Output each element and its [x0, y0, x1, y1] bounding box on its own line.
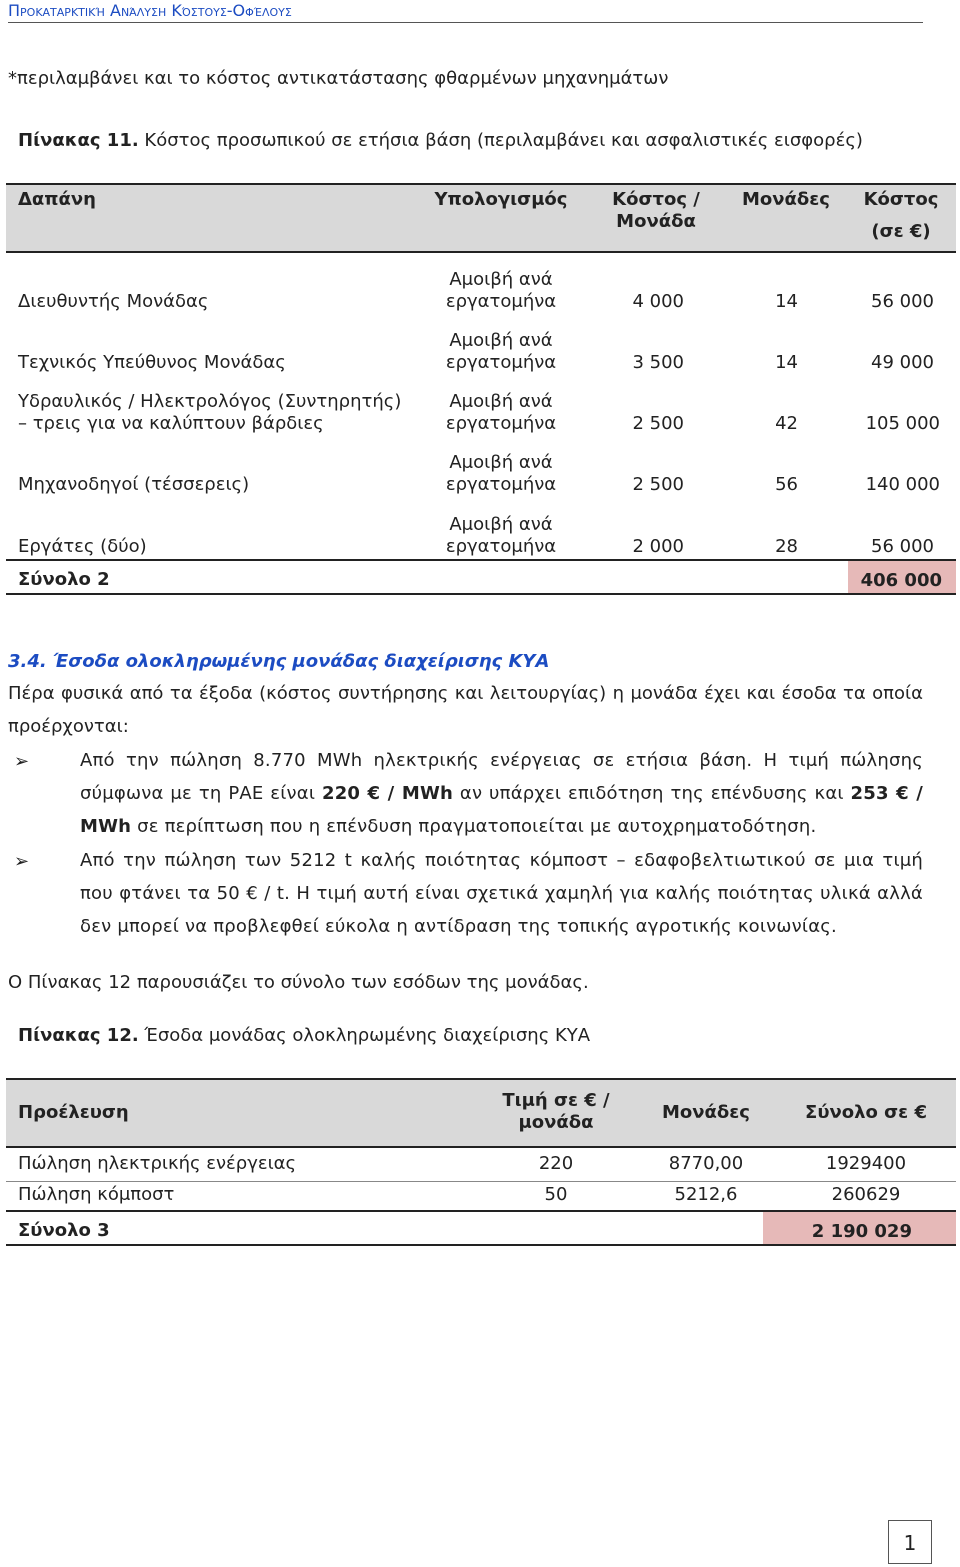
- row-calc-line1: Αμοιβή ανά: [449, 269, 553, 290]
- row-calc-line1: Αμοιβή ανά: [449, 330, 553, 351]
- header-calculation: Υπολογισμός: [434, 189, 568, 210]
- bullet1-price-self: 253 € / MWh: [80, 783, 923, 837]
- total-label: Σύνολο 2: [18, 569, 110, 590]
- row-units: 28: [775, 536, 798, 557]
- header-cost-1: Κόστος: [863, 189, 939, 210]
- header-cost-2: (σε €): [871, 221, 931, 242]
- row-unit-cost: 2 000: [632, 536, 684, 557]
- bullet1-price-subsidy: 220 € / MWh: [321, 783, 454, 804]
- header-units: Μονάδες: [662, 1102, 750, 1123]
- header-price-2: μονάδα: [518, 1112, 594, 1133]
- row-calc-line2: εργατομήνα: [445, 352, 557, 373]
- row-calc-line2: εργατομήνα: [445, 291, 557, 312]
- table-row: [6, 514, 956, 558]
- row-cost: 56 000: [871, 536, 934, 557]
- header-units: Μονάδες: [742, 189, 830, 210]
- table-row: [6, 391, 956, 451]
- table11-caption-text: Κόστος προσωπικού σε ετήσια βάση (περιλαμβάνει και ασφαλιστικές εισφορές): [138, 130, 863, 151]
- row-origin: Πώληση ηλεκτρικής ενέργειας: [18, 1153, 297, 1174]
- bullet1-text-1: Από την πώληση 8.770 MWh ηλεκτρικής ενέργειας σε ετήσια βάση. Η τιμή πώλησης σύμφωνα με τη ΡΑΕ είναι: [80, 750, 923, 804]
- row-calc-line1: Αμοιβή ανά: [449, 514, 553, 535]
- table12-header: [6, 1078, 956, 1148]
- row-label-line2: Εργάτες (δύο): [18, 536, 147, 557]
- total-value: 406 000: [848, 561, 956, 593]
- row-calc-line1: Αμοιβή ανά: [449, 391, 553, 412]
- row-calc-line1: Αμοιβή ανά: [449, 452, 553, 473]
- row-total: 1929400: [825, 1153, 907, 1174]
- table12-caption-number: Πίνακας 12.: [18, 1025, 139, 1046]
- section-heading: 3.4. Έσοδα ολοκληρωμένης μονάδας διαχείρισης ΚΥΑ: [8, 651, 550, 672]
- page-number: 1: [888, 1520, 932, 1564]
- bullet-compost: Από την πώληση των 5212 t καλής ποιότητας κόμποστ – εδαφοβελτιωτικού σε μια τιμή που φτάνει τα 50 € / t. Η τιμή αυτή είναι σχετικά χαμηλή για καλής ποιότητας υλικά αλλά δεν μπορεί να προβλεφθεί εύκολα η αντίδραση της τοπικής αγροτικής κοινωνίας.: [80, 850, 923, 937]
- row-label-line2: Μηχανοδηγοί (τέσσερεις): [18, 474, 250, 495]
- row-units: 14: [775, 352, 798, 373]
- row-units: 14: [775, 291, 798, 312]
- page-header-title: Προκαταρκτική Ανάλυση Κόστους-Οφέλους: [8, 1, 292, 20]
- row-unit-cost: 4 000: [632, 291, 684, 312]
- row-cost: 105 000: [865, 413, 940, 434]
- row-units: 42: [775, 413, 798, 434]
- row-cost: 140 000: [865, 474, 940, 495]
- row-unit-cost: 2 500: [632, 413, 684, 434]
- row-price: 50: [544, 1184, 568, 1205]
- row-price: 220: [538, 1153, 574, 1174]
- total-label: Σύνολο 3: [18, 1220, 110, 1241]
- table-row: [6, 1151, 956, 1182]
- header-expense: Δαπάνη: [18, 189, 96, 210]
- table11-total-row: [6, 559, 956, 595]
- row-label-line2: Τεχνικός Υπεύθυνος Μονάδας: [18, 352, 286, 373]
- row-origin: Πώληση κόμποστ: [18, 1184, 175, 1205]
- row-calc-line2: εργατομήνα: [445, 413, 557, 434]
- total-value: 2 190 029: [763, 1212, 956, 1244]
- header-cost-per-unit-2: Μονάδα: [616, 211, 696, 232]
- bullet1-text-3: σε περίπτωση που η επένδυση πραγματοποιείται με αυτοχρηματοδότηση.: [131, 816, 817, 837]
- row-label-line1: Υδραυλικός / Ηλεκτρολόγος (Συντηρητής): [18, 391, 402, 412]
- table-row: [6, 452, 956, 512]
- table12-caption: [18, 1025, 590, 1046]
- row-cost: 56 000: [871, 291, 934, 312]
- table11-header: [6, 183, 956, 253]
- row-calc-line2: εργατομήνα: [445, 536, 557, 557]
- row-cost: 49 000: [871, 352, 934, 373]
- row-label-line2: – τρεις για να καλύπτουν βάρδιες: [18, 413, 324, 434]
- header-total: Σύνολο σε €: [805, 1102, 927, 1123]
- row-units: 56: [775, 474, 798, 495]
- table11-caption-number: Πίνακας 11.: [18, 130, 139, 151]
- header-cost-per-unit-1: Κόστος /: [612, 189, 700, 210]
- bullet-arrow-icon: ➢: [14, 851, 30, 872]
- header-origin: Προέλευση: [18, 1102, 129, 1123]
- row-calc-line2: εργατομήνα: [445, 474, 557, 495]
- intro-paragraph: Πέρα φυσικά από τα έξοδα (κόστος συντήρησης και λειτουργίας) η μονάδα έχει και έσοδα τα οποία προέρχονται:: [8, 683, 923, 737]
- row-label-line2: Διευθυντής Μονάδας: [18, 291, 209, 312]
- table-row: [6, 269, 956, 329]
- row-total: 260629: [831, 1184, 901, 1205]
- bullet-electricity: [80, 744, 923, 843]
- row-units: 5212,6: [674, 1184, 738, 1205]
- bullet-arrow-icon: ➢: [14, 751, 30, 772]
- summary-paragraph: Ο Πίνακας 12 παρουσιάζει το σύνολο των εσόδων της μονάδας.: [8, 972, 589, 993]
- footnote: *περιλαμβάνει και το κόστος αντικατάστασης φθαρμένων μηχανημάτων: [8, 68, 669, 89]
- row-units: 8770,00: [668, 1153, 744, 1174]
- table-row: [6, 330, 956, 390]
- header-price-1: Τιμή σε € /: [502, 1090, 610, 1111]
- table12-caption-text: Έσοδα μονάδας ολοκληρωμένης διαχείρισης ΚΥΑ: [138, 1025, 591, 1046]
- page-header: [8, 2, 923, 23]
- row-unit-cost: 2 500: [632, 474, 684, 495]
- table-row: [6, 1182, 956, 1212]
- table12-total-row: [6, 1210, 956, 1246]
- bullet1-text-2: αν υπάρχει επιδότηση της επένδυσης και: [453, 783, 851, 804]
- table11-caption: [18, 130, 863, 151]
- row-unit-cost: 3 500: [632, 352, 684, 373]
